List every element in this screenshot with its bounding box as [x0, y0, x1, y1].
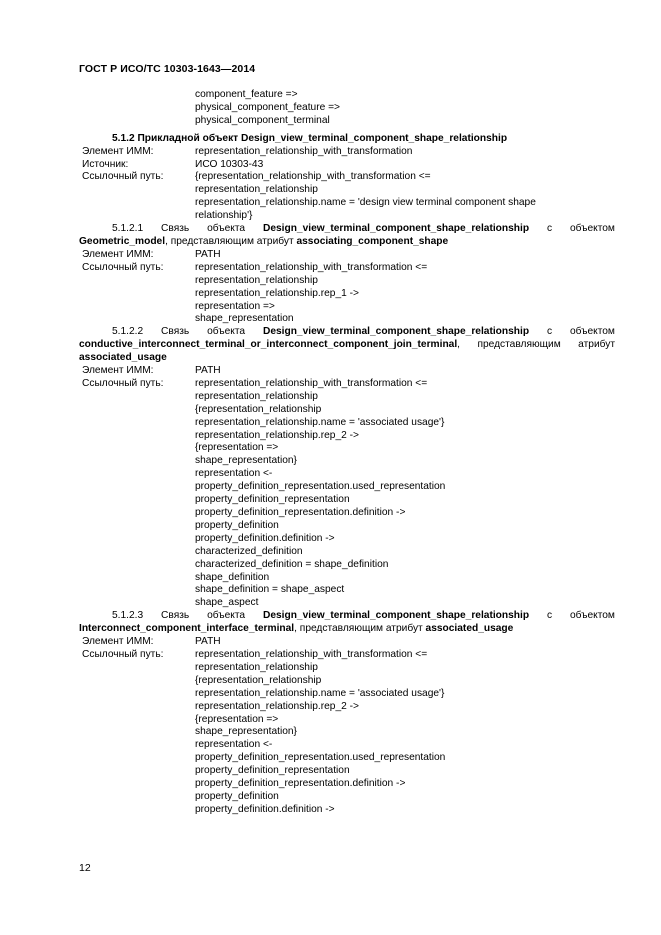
value-line: property_definition.definition -> [195, 532, 335, 544]
document-header: ГОСТ Р ИСО/ТС 10303-1643—2014 [79, 63, 256, 75]
mapping-row-element [79, 146, 615, 159]
value-line: representation_relationship [195, 274, 318, 286]
word: объекта [207, 223, 246, 235]
row-label: Ссылочный путь: [82, 648, 164, 660]
row-label: Элемент ИММ: [82, 365, 154, 377]
word: объектом [569, 326, 615, 338]
text-fragment: , представляющим атрибут [165, 235, 294, 247]
value-line: shape_representation} [195, 455, 297, 467]
paragraph-5-1-2-2 [79, 326, 615, 365]
value-line: PATH [195, 248, 221, 260]
entity-name: Design_view_terminal_component_shape_relationship [262, 326, 530, 338]
value-line: property_definition_representation [195, 494, 350, 506]
paragraph-5-1-2-1 [79, 223, 615, 249]
value-line: relationship'} [195, 210, 253, 222]
mapping-row-source [79, 159, 615, 172]
word: с [546, 610, 553, 622]
value-line: property_definition_representation [195, 765, 350, 777]
mapping-row-element [79, 249, 615, 262]
value-line: representation_relationship.name = 'design view terminal component shape [195, 197, 536, 209]
value-line: {representation_relationship [195, 674, 322, 686]
row-label: Источник: [82, 158, 129, 170]
path-line: physical_component_feature => [195, 101, 340, 113]
value-line: shape_representation [195, 313, 294, 325]
value-line: representation_relationship [195, 390, 318, 402]
word: объектом [569, 610, 615, 622]
value-line: property_definition_representation.used_representation [195, 752, 446, 764]
value-line: property_definition_representation.used_representation [195, 481, 446, 493]
value-line: {representation => [195, 713, 279, 725]
mapping-row-reference-path [79, 378, 615, 610]
entity-name: Design_view_terminal_component_shape_relationship [262, 610, 530, 622]
value-line: {representation_relationship [195, 403, 322, 415]
target-entity: conductive_interconnect_terminal_or_interconnect_component_join_terminal [79, 339, 458, 351]
value-line: representation_relationship_with_transformation <= [195, 261, 428, 273]
word: с [546, 326, 553, 338]
value-line: characterized_definition = shape_definition [195, 558, 389, 570]
value-line: property_definition.definition -> [195, 803, 335, 815]
value-line: representation <- [195, 739, 273, 751]
value-line: shape_representation} [195, 726, 297, 738]
text-fragment: , представляющим атрибут [294, 623, 426, 635]
row-label: Ссылочный путь: [82, 171, 164, 183]
entity-name: Design_view_terminal_component_shape_relationship [262, 223, 530, 235]
row-label: Элемент ИММ: [82, 636, 154, 648]
paragraph-5-1-2-3 [79, 610, 615, 636]
value-line: representation_relationship.name = 'associated usage'} [195, 416, 445, 428]
value-line: PATH [195, 636, 221, 648]
mapping-row-element [79, 365, 615, 378]
target-entity: Geometric_model [79, 235, 166, 247]
attribute-name: associating_component_shape [296, 235, 449, 247]
value-line: representation => [195, 300, 275, 312]
word: Связь [161, 610, 190, 622]
path-line: physical_component_terminal [195, 114, 330, 126]
row-label: Элемент ИММ: [82, 248, 154, 260]
paragraph-first-line [79, 223, 615, 236]
row-label: Ссылочный путь: [82, 377, 164, 389]
value-line: PATH [195, 365, 221, 377]
mapping-row-reference-path [79, 649, 615, 817]
value-line: shape_aspect [195, 597, 259, 609]
row-value [195, 249, 615, 262]
word: объекта [207, 610, 246, 622]
subsection-number: 5.1.2.1 [112, 223, 144, 235]
value-line: representation_relationship.name = 'associated usage'} [195, 687, 445, 699]
row-value [195, 146, 615, 159]
value-line: representation <- [195, 468, 273, 480]
value-line: {representation_relationship_with_transformation <= [195, 171, 431, 183]
paragraph-second-line [79, 339, 615, 352]
row-value [195, 378, 615, 610]
value-line: characterized_definition [195, 545, 303, 557]
row-value [195, 171, 615, 223]
row-value [195, 636, 615, 649]
word: объекта [207, 326, 246, 338]
value-line: representation_relationship_with_transformation [195, 145, 413, 157]
value-line: representation_relationship.rep_1 -> [195, 287, 359, 299]
target-entity: Interconnect_component_interface_terminal [79, 623, 295, 635]
value-line: representation_relationship.rep_2 -> [195, 429, 359, 441]
value-line: representation_relationship.rep_2 -> [195, 700, 359, 712]
paragraph-first-line [79, 326, 615, 339]
subsection-number: 5.1.2.2 [112, 326, 144, 338]
page-number: 12 [79, 862, 91, 874]
value-line: shape_definition [195, 571, 270, 583]
value-line: representation_relationship_with_transformation <= [195, 648, 428, 660]
value-line: representation_relationship [195, 661, 318, 673]
value-line: property_definition_representation.definition -> [195, 507, 406, 518]
row-value [195, 649, 615, 817]
value-line: property_definition_representation.definition -> [195, 778, 406, 790]
paragraph-second-line [79, 236, 615, 249]
paragraph-second-line [79, 623, 615, 636]
row-value [195, 365, 615, 378]
value-line: representation_relationship [195, 184, 318, 196]
row-label: Ссылочный путь: [82, 261, 164, 273]
attribute-name: associated_usage [425, 623, 514, 635]
word: объектом [569, 223, 615, 235]
paragraph-third-line [79, 352, 615, 365]
row-label: Элемент ИММ: [82, 145, 154, 157]
path-value [195, 89, 615, 128]
attribute-name: associated_usage [79, 352, 167, 364]
page-content [79, 89, 615, 817]
word: Связь [161, 326, 190, 338]
subsection-number: 5.1.2.3 [112, 610, 144, 622]
value-line: representation_relationship_with_transformation <= [195, 377, 428, 389]
value-line: property_definition [195, 519, 279, 531]
mapping-row-element [79, 636, 615, 649]
path-line: component_feature => [195, 89, 298, 100]
section-heading-5-1-2: 5.1.2 Прикладной объект Design_view_terminal_component_shape_relationship [112, 132, 508, 144]
word: с [546, 223, 553, 235]
mapping-row-reference-path [79, 171, 615, 223]
word: Связь [161, 223, 190, 235]
mapping-row-reference-path [79, 262, 615, 327]
value-line: shape_definition = shape_aspect [195, 584, 345, 596]
value-line: property_definition [195, 790, 279, 802]
value-line: {representation => [195, 442, 279, 454]
row-value [195, 262, 615, 327]
text-fragment: , представляющим атрибут [457, 339, 615, 351]
initial-path-block [79, 89, 615, 128]
value-line: ИСО 10303-43 [195, 158, 264, 170]
row-value [195, 159, 615, 172]
paragraph-first-line [79, 610, 615, 623]
